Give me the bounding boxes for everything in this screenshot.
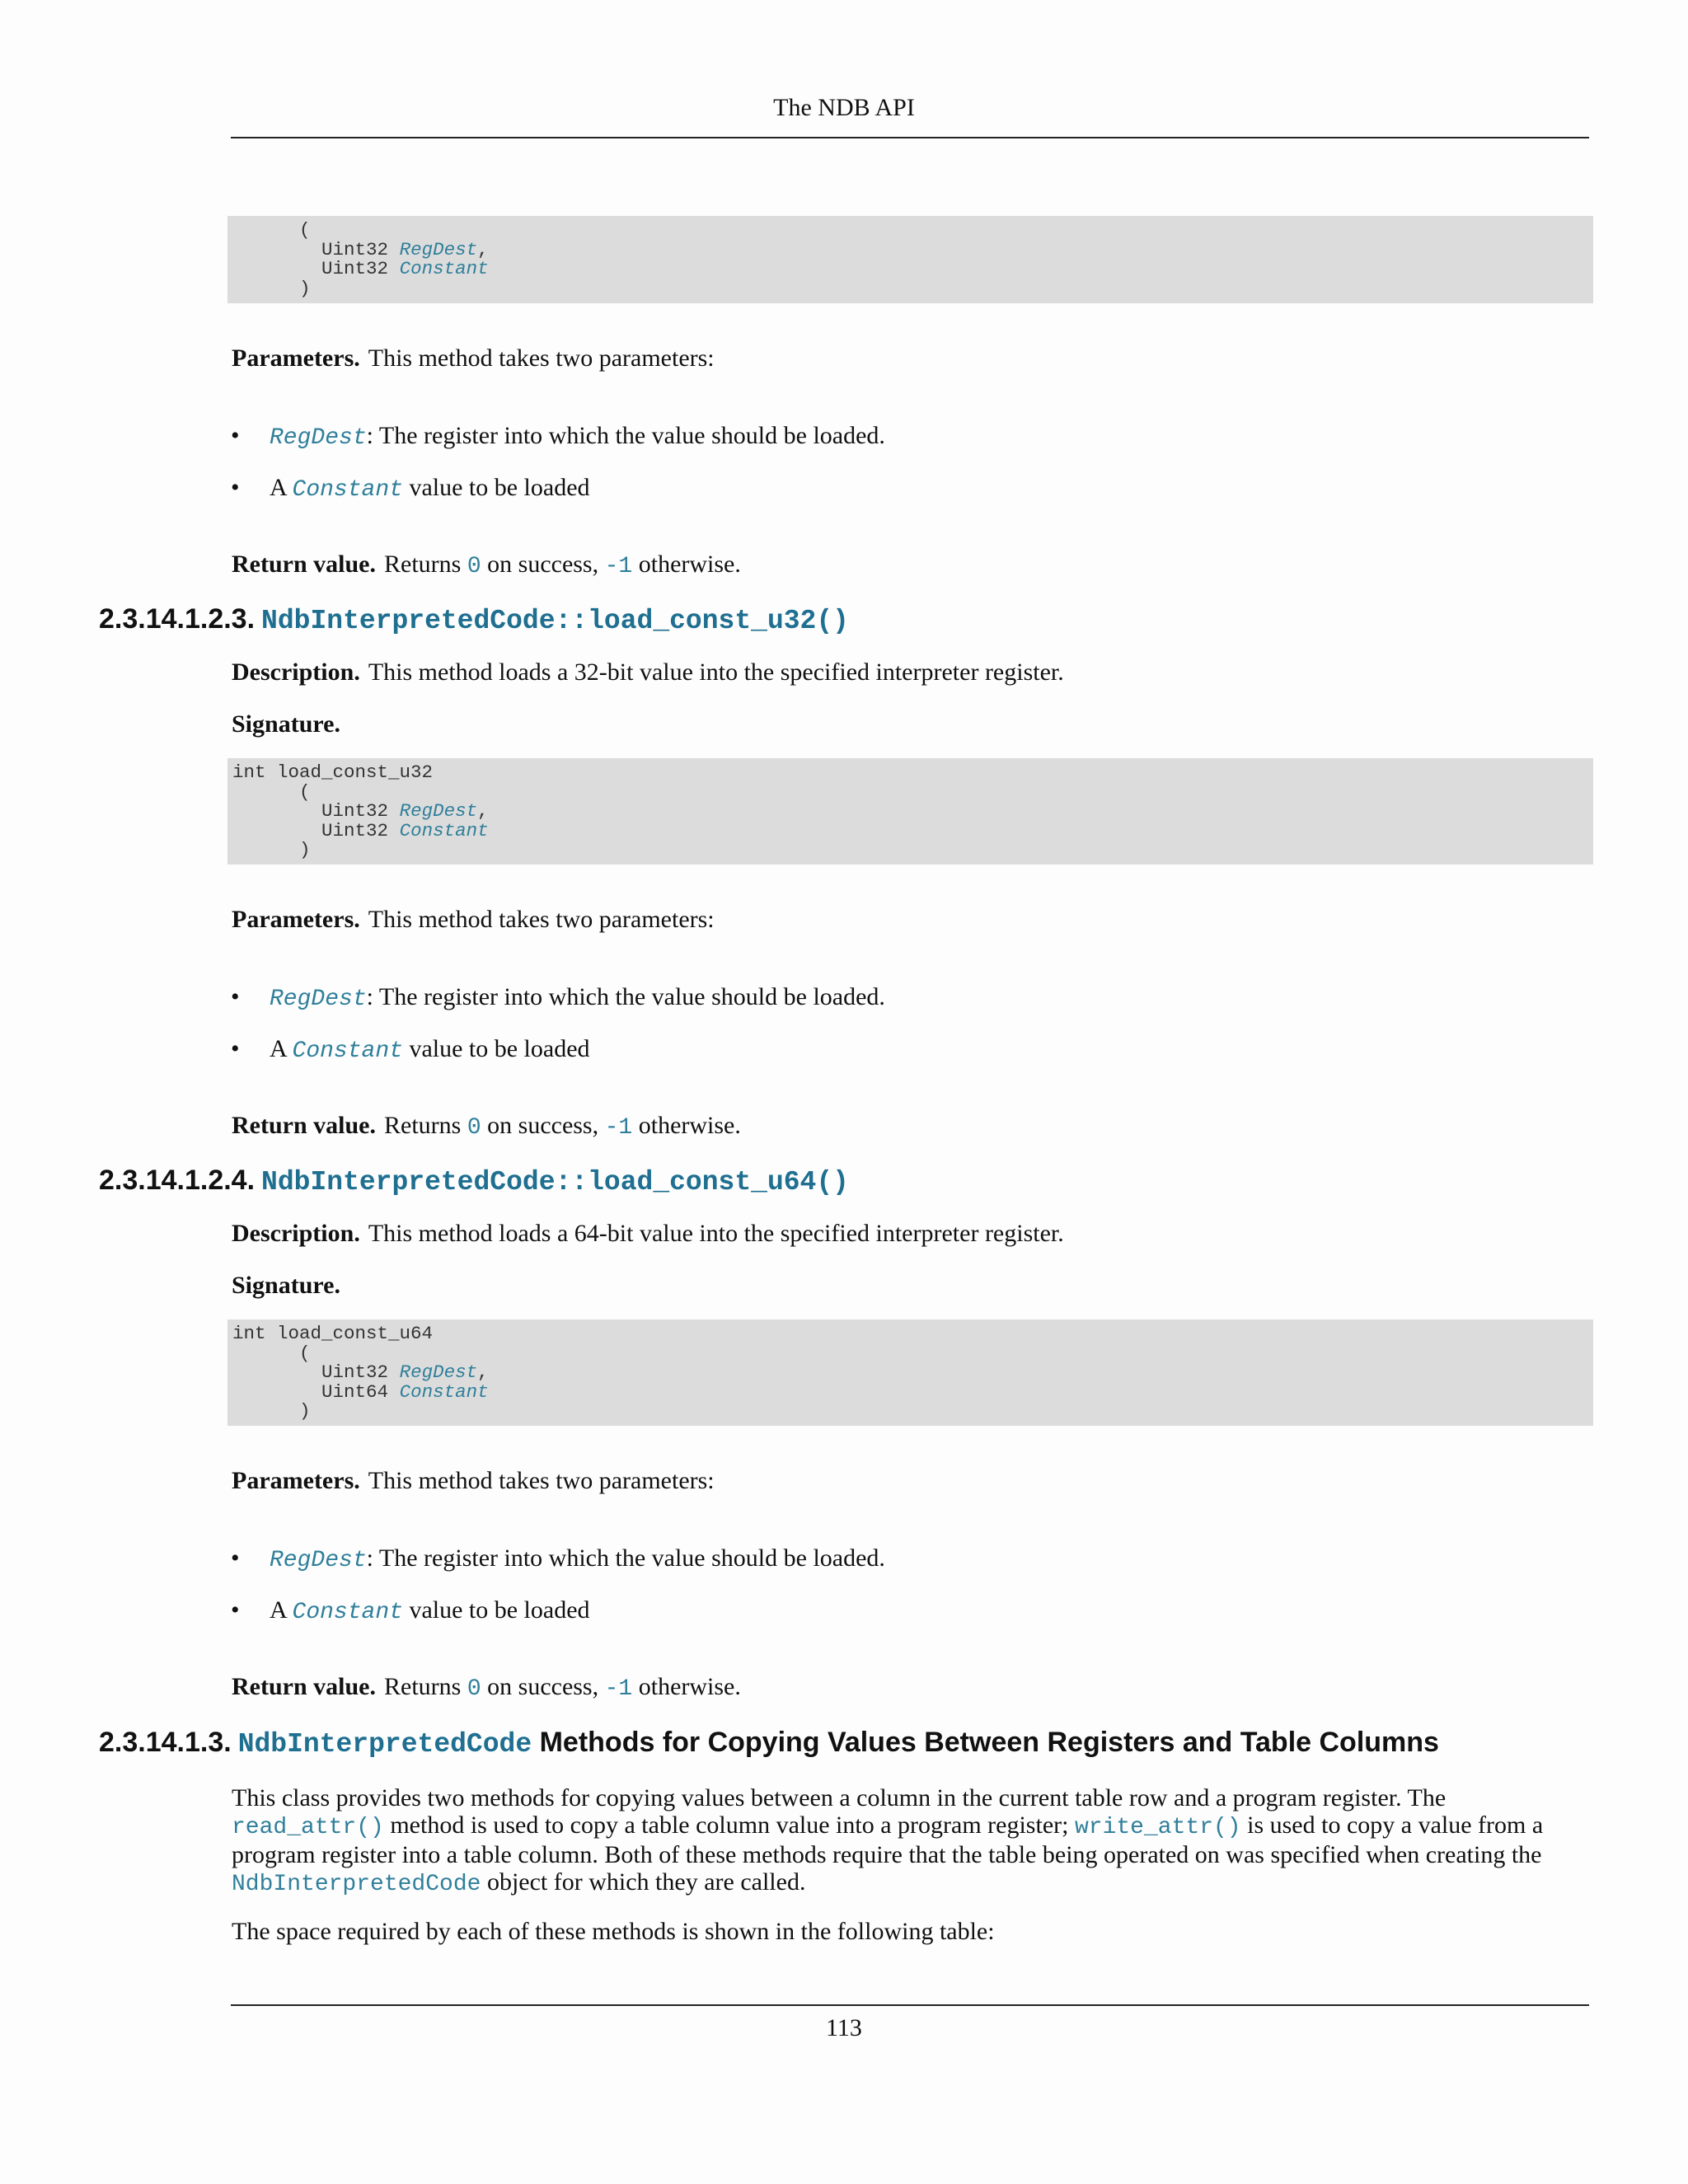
code-block-load-const-u32: int load_const_u32 ( Uint32 RegDest, Uint32 Constant ) [227,758,1593,865]
code-type: Uint32 [321,238,389,260]
section-heading-load-const-u64: 2.3.14.1.2.4. NdbInterpretedCode::load_const_u64() [99,1165,849,1197]
intro-paragraph: This class provides two methods for copying values between a column in the current table row and a program register. The read_attr() method is used to copy a table column value into a program register; write_attr() is used to copy a value from a program register into a table column. Both of these methods require that the table being operated on was specified when creating the NdbInterpretedCode object for which they are called. [232,1784,1544,1897]
constant-link[interactable]: Constant [292,1038,403,1064]
section-heading-load-const-u32: 2.3.14.1.2.3. NdbInterpretedCode::load_const_u32() [99,603,849,636]
description-paragraph: Description. This method loads a 32-bit value into the specified interpreter register. [232,658,1064,686]
constant-link[interactable]: Constant [292,477,403,503]
write-attr-link[interactable]: write_attr() [1074,1815,1241,1840]
parameters-paragraph: Parameters. This method takes two parameters: [232,1467,715,1494]
section-heading-copy-methods: 2.3.14.1.3. NdbInterpretedCode Methods for Copying Values Between Registers and Table Columns [99,1727,1439,1760]
code-arg-constant: Constant [399,258,489,279]
return-value-paragraph: Return value. Returns 0 on success, -1 otherwise. [232,551,741,579]
code-block-load-const-u64: int load_const_u64 ( Uint32 RegDest, Uint64 Constant ) [227,1319,1593,1426]
parameters-paragraph: Parameters. This method takes two parameters: [232,344,715,372]
signature-label: Signature. [232,1272,340,1299]
regdest-link[interactable]: RegDest [270,425,367,451]
code-arg-constant: Constant [399,1380,489,1403]
code-arg-regdest: RegDest [399,1361,478,1383]
read-attr-link[interactable]: read_attr() [232,1815,384,1840]
method-name: NdbInterpretedCode::load_const_u64() [261,1167,849,1197]
code-arg-constant: Constant [399,819,489,841]
class-name: NdbInterpretedCode [237,1729,532,1760]
code-type: Uint32 [321,258,389,279]
footer-rule [231,2004,1589,2006]
code-close-paren: ) [299,277,311,299]
return-value-paragraph: Return value. Returns 0 on success, -1 otherwise. [232,1112,741,1141]
header-rule [231,137,1589,138]
page-number: 113 [826,2014,862,2041]
header-title: The NDB API [773,94,915,121]
regdest-link[interactable]: RegDest [270,1548,367,1573]
code-arg-regdest: RegDest [399,800,478,822]
constant-link[interactable]: Constant [292,1600,403,1625]
code-block-load-const-u16: ( Uint32 RegDest, Uint32 Constant ) [227,216,1593,303]
class-ref-link[interactable]: NdbInterpretedCode [232,1872,481,1897]
signature-label: Signature. [232,710,340,738]
description-paragraph: Description. This method loads a 64-bit value into the specified interpreter register. [232,1220,1064,1247]
regdest-link[interactable]: RegDest [270,987,367,1012]
method-name: NdbInterpretedCode::load_const_u32() [261,606,849,636]
return-value-paragraph: Return value. Returns 0 on success, -1 otherwise. [232,1673,741,1702]
code-arg-regdest: RegDest [399,238,478,260]
parameters-paragraph: Parameters. This method takes two parameters: [232,906,715,933]
code-open-paren: ( [299,219,311,241]
space-table-intro: The space required by each of these methods is shown in the following table: [232,1918,995,1945]
